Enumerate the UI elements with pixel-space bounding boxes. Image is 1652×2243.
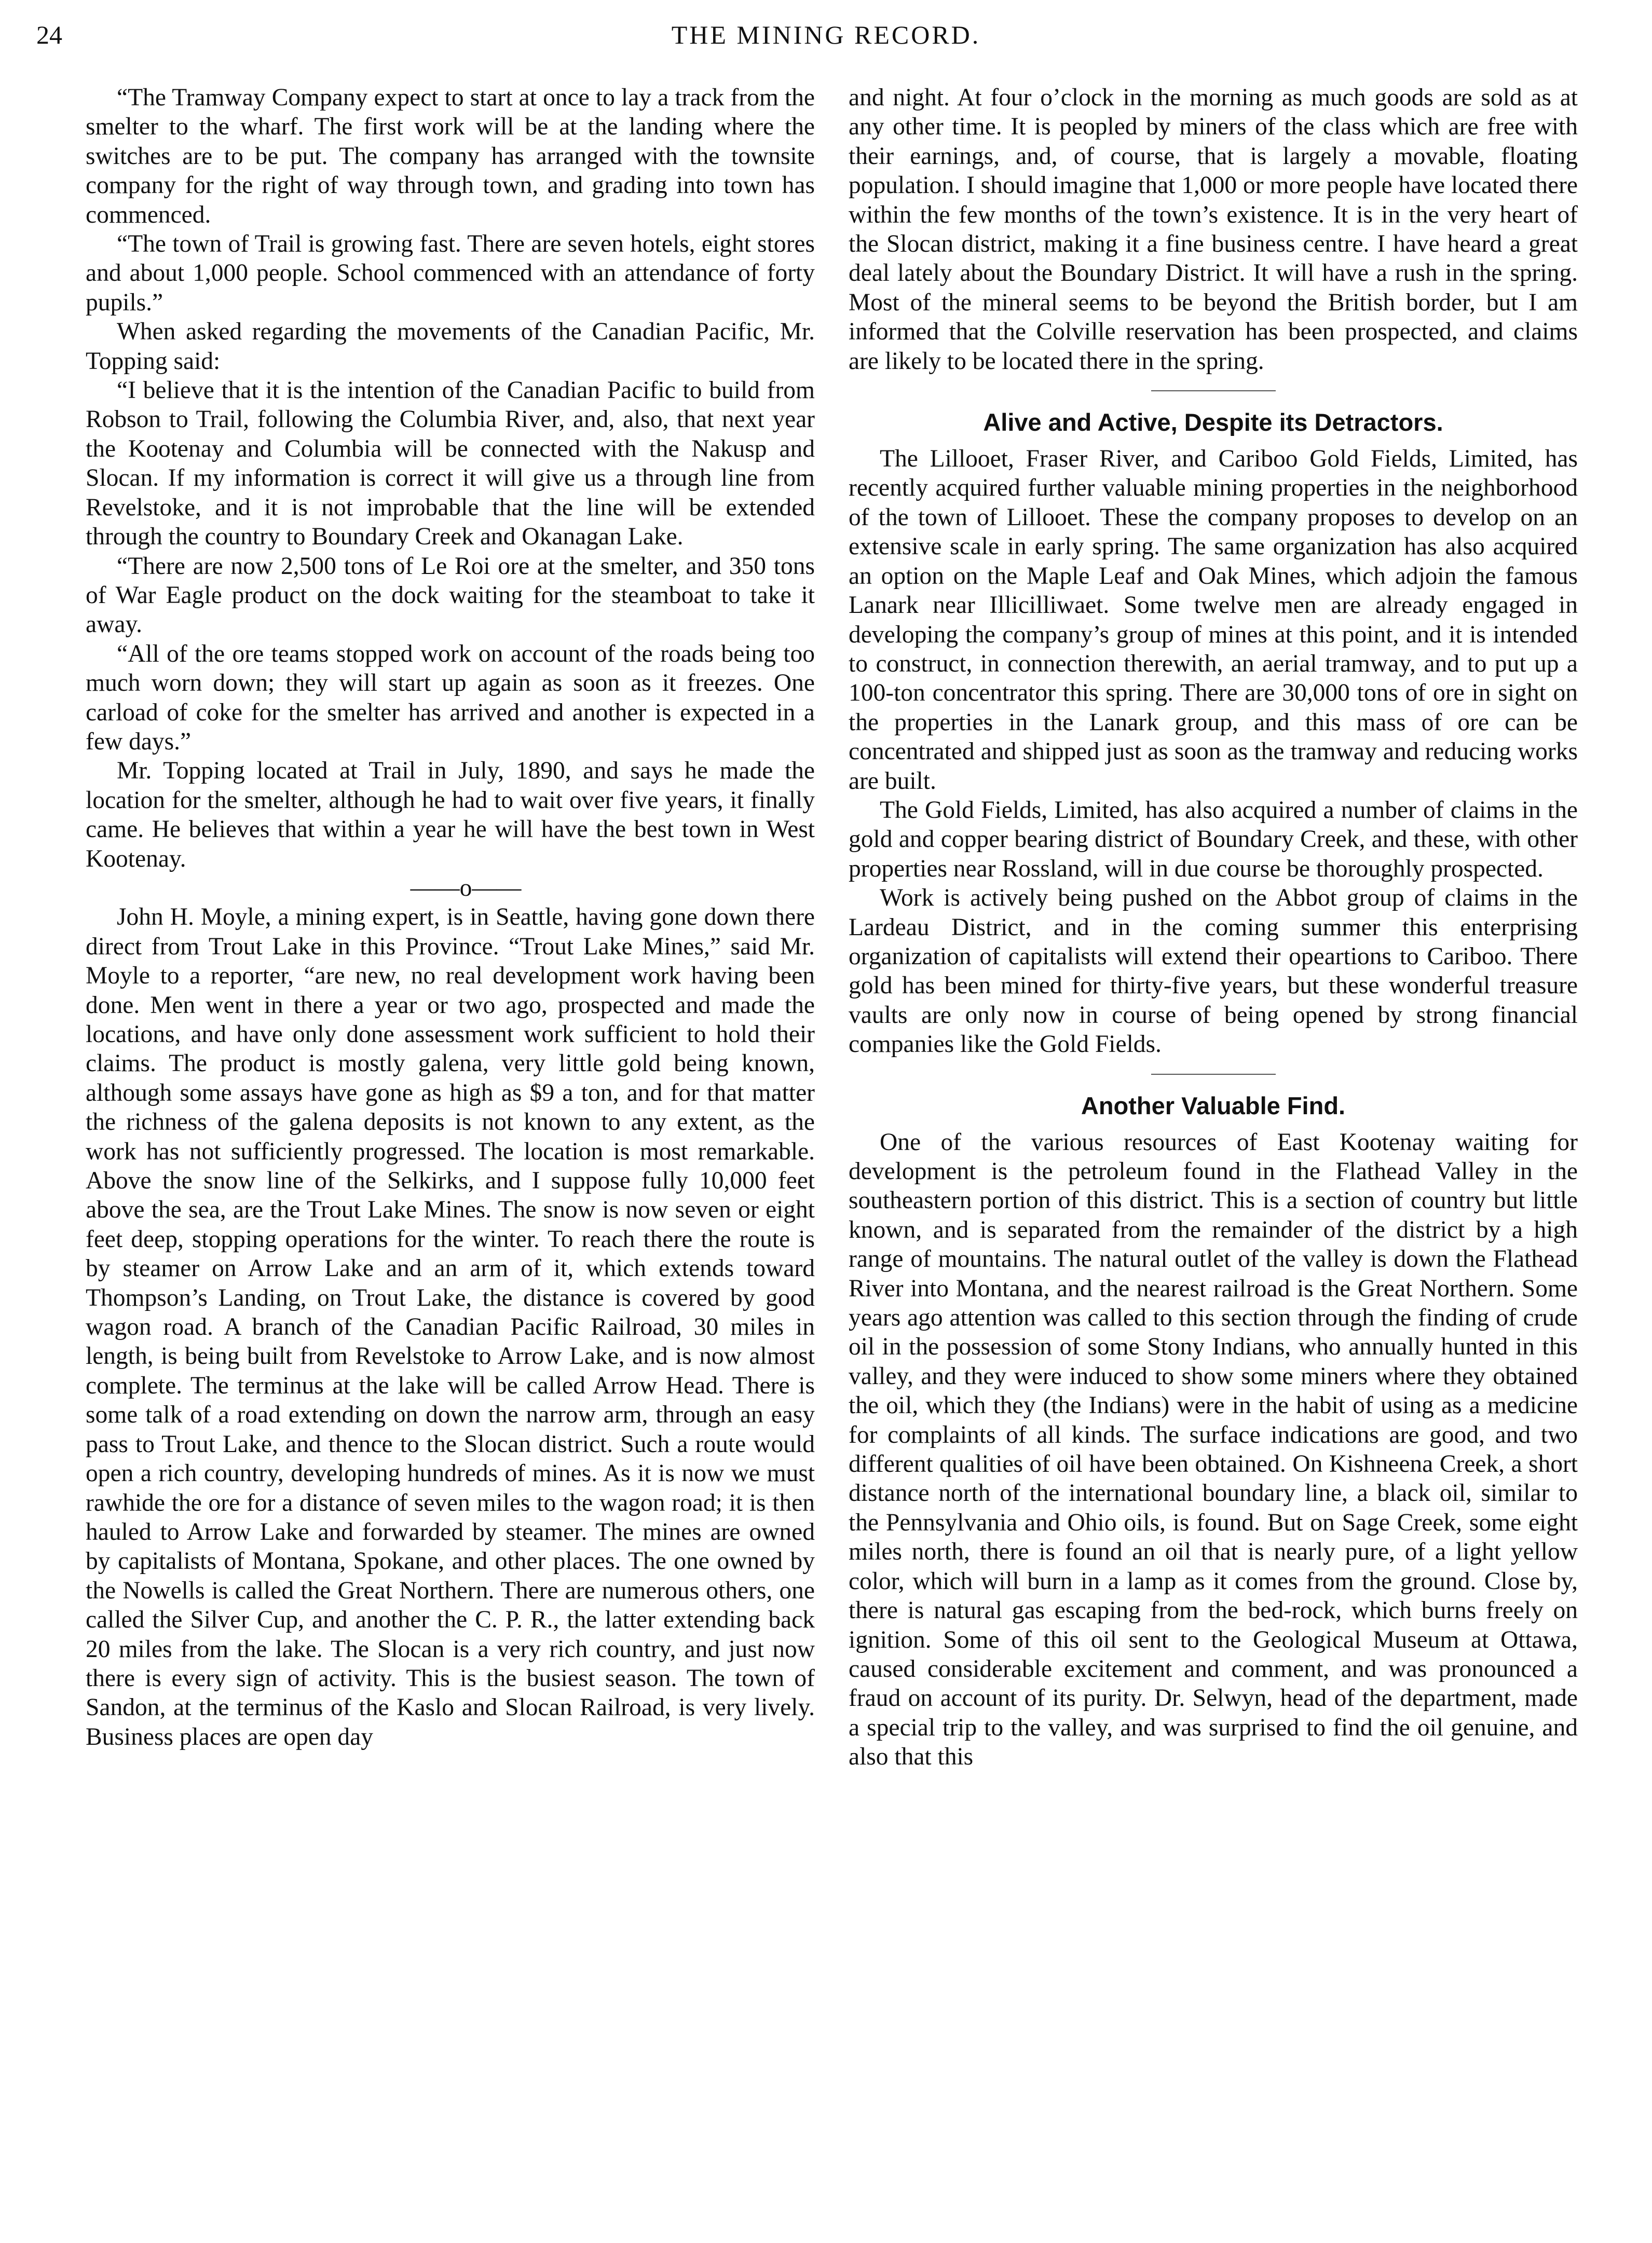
article-paragraph: “All of the ore teams stopped work on account of the roads being too much worn down; they will start up again as soon as it freezes. One carload of coke for the smelter has arrived and another is expected in a few days.” — [86, 640, 815, 755]
section-heading: Alive and Active, Despite its Detractors. — [983, 408, 1443, 436]
section-divider: ——o—— — [410, 874, 522, 901]
article-paragraph: John H. Moyle, a mining expert, is in Seattle, having gone down there direct from Trout Lake in this Province. “Trout Lake Mines,” said Mr. Moyle to a reporter, “are new, no real development work having been done. Men went in there a year or two ago, prospected and made the locations, and have only done assessment work sufficient to hold their claims. The product is mostly galena, very little gold being known, although some assays have gone as high as $9 a ton, and for that matter the richness of the galena deposits is not known to any extent, as the work has not sufficiently progressed. The location is most remarkable. Above the snow line of the Selkirks, and I suppose fully 10,000 feet above the sea, are the Trout Lake Mines. The snow is now seven or eight feet deep, stopping operations for the winter. To reach there the route is by steamer on Arrow Lake and an arm of it, which extends toward Thompson’s Landing, on Trout Lake, the distance is covered by good wagon road. A branch of the Canadian Pacific Railroad, 30 miles in length, is being built from Revelstoke to Arrow Lake, and is now almost complete. The terminus at the lake will be called Arrow Head. There is some talk of a road extending on down the narrow arm, through an easy pass to Trout Lake, and thence to the Slocan district. Such a route would open a rich country, developing hundreds of mines. As it is now we must rawhide the ore for a distance of seven miles to the wagon road; it is then hauled to Arrow Lake and forwarded by steamer. The mines are owned by capitalists of Montana, Spokane, and other places. The one owned by the Nowells is called the Great Northern. There are numerous others, one called the Silver Cup, and another the C. P. R., the latter extending back 20 miles from the lake. The Slocan is a very rich country, and just now there is every sign of activity. This is the busiest season. The town of Sandon, at the terminus of the Kaslo and Slocan Railroad, is very lively. Business places are open day — [86, 904, 815, 1750]
article-paragraph: Mr. Topping located at Trail in July, 1890, and says he made the location for the smelter, although he had to wait over five years, it finally came. He believes that within a year he will have the best town in West Kootenay. — [86, 757, 815, 872]
article-continuation: and night. At four o’clock in the morning as much goods are sold as at any other time. It is peopled by miners of the class which are free with their earnings, and, of course, that is largely a movable, floating population. I should imagine that 1,000 or more people have located there within the few months of the town’s existence. It is in the very heart of the Slocan district, making it a fine business centre. I have heard a great deal lately about the Boundary District. It will have a rush in the spring. Most of the mineral seems to be beyond the British border, but I am informed that the Colville reservation has been prospected, and claims are likely to be located there in the spring. — [849, 84, 1578, 375]
section-rule — [1151, 1074, 1276, 1075]
article-paragraph: “There are now 2,500 tons of Le Roi ore at the smelter, and 350 tons of War Eagle product on the dock waiting for the steamboat to take it away. — [86, 552, 815, 638]
right-column — [849, 83, 1578, 2211]
left-column — [86, 83, 815, 2211]
article-paragraph: One of the various resources of East Kootenay waiting for development is the petroleum found in the Flathead Valley in the southeastern portion of this district. This is a section of country but little known, and is separated from the remainder of the district by a high range of mountains. The natural outlet of the valley is down the Flathead River into Montana, and the nearest railroad is the Great Northern. Some years ago attention was called to this section through the finding of crude oil in the possession of some Stony Indians, who annually hunted in this valley, and they were induced to show some miners where they obtained the oil, which they (the Indians) were in the habit of using as a medicine for complaints of all kinds. The surface indications are good, and two different qualities of oil have been obtained. On Kishneena Creek, a short distance north of the international boundary line, a black oil, similar to the Pennsylvania and Ohio oils, is found. But on Sage Creek, some eight miles north, there is found an oil that is nearly pure, of a light yellow color, which will burn in a lamp as it comes from the ground. Close by, there is natural gas escaping from the bed-rock, which burns freely on ignition. Some of this oil sent to the Geological Museum at Ottawa, caused considerable excitement and comment, and was pronounced a fraud on account of its purity. Dr. Selwyn, head of the department, made a special trip to the valley, and was surprised to find the oil genuine, and also that this — [849, 1128, 1578, 1771]
article-paragraph: “I believe that it is the intention of the Canadian Pacific to build from Robson to Trail, following the Columbia River, and, also, that next year the Kootenay and Columbia will be connected with the Nakusp and Slocan. If my information is correct it will give us a through line from Revelstoke, and it is not improbable that the line will be extended through the country to Boundary Creek and Okanagan Lake. — [86, 377, 815, 551]
article-paragraph: The Gold Fields, Limited, has also acquired a number of claims in the gold and copper bearing district of Boundary Creek, and these, with other properties near Rossland, will in due course be thoroughly prospected. — [849, 796, 1578, 882]
article-paragraph: “The town of Trail is growing fast. There are seven hotels, eight stores and about 1,000 people. School commenced with an attendance of forty pupils.” — [86, 230, 815, 316]
publication-title: THE MINING RECORD. — [671, 20, 981, 49]
article-paragraph: Work is actively being pushed on the Abbot group of claims in the Lardeau District, and in the coming summer this enterprising organization of capitalists will extend their opeartions to Cariboo. There gold has been mined for thirty-five years, but these wonderful treasure vaults are only now in course of being opened by strong financial companies like the Gold Fields. — [849, 884, 1578, 1058]
article-paragraph: “The Tramway Company expect to start at once to lay a track from the smelter to the wharf. The first work will be at the landing where the switches are to be put. The company has arranged with the townsite company for the right of way through town, and grading into town has commenced. — [86, 84, 815, 228]
article-paragraph: The Lillooet, Fraser River, and Cariboo Gold Fields, Limited, has recently acquired further valuable mining properties in the neighborhood of the town of Lillooet. These the company proposes to develop on an extensive scale in early spring. The same organization has also acquired an option on the Maple Leaf and Oak Mines, which adjoin the famous Lanark near Illicilliwaet. Some twelve men are already engaged in developing the company’s group of mines at this point, and it is intended to construct, in connection therewith, an aerial tramway, and to put up a 100-ton concentrator this spring. There are 30,000 tons of ore in sight on the properties in the Lanark group, and this mass of ore can be concentrated and shipped just as soon as the tramway and reducing works are built. — [849, 445, 1578, 795]
article-paragraph: When asked regarding the movements of the Canadian Pacific, Mr. Topping said: — [86, 318, 815, 375]
section-heading: Another Valuable Find. — [1081, 1091, 1346, 1119]
section-rule — [1151, 390, 1276, 391]
page-number: 24 — [36, 20, 62, 49]
